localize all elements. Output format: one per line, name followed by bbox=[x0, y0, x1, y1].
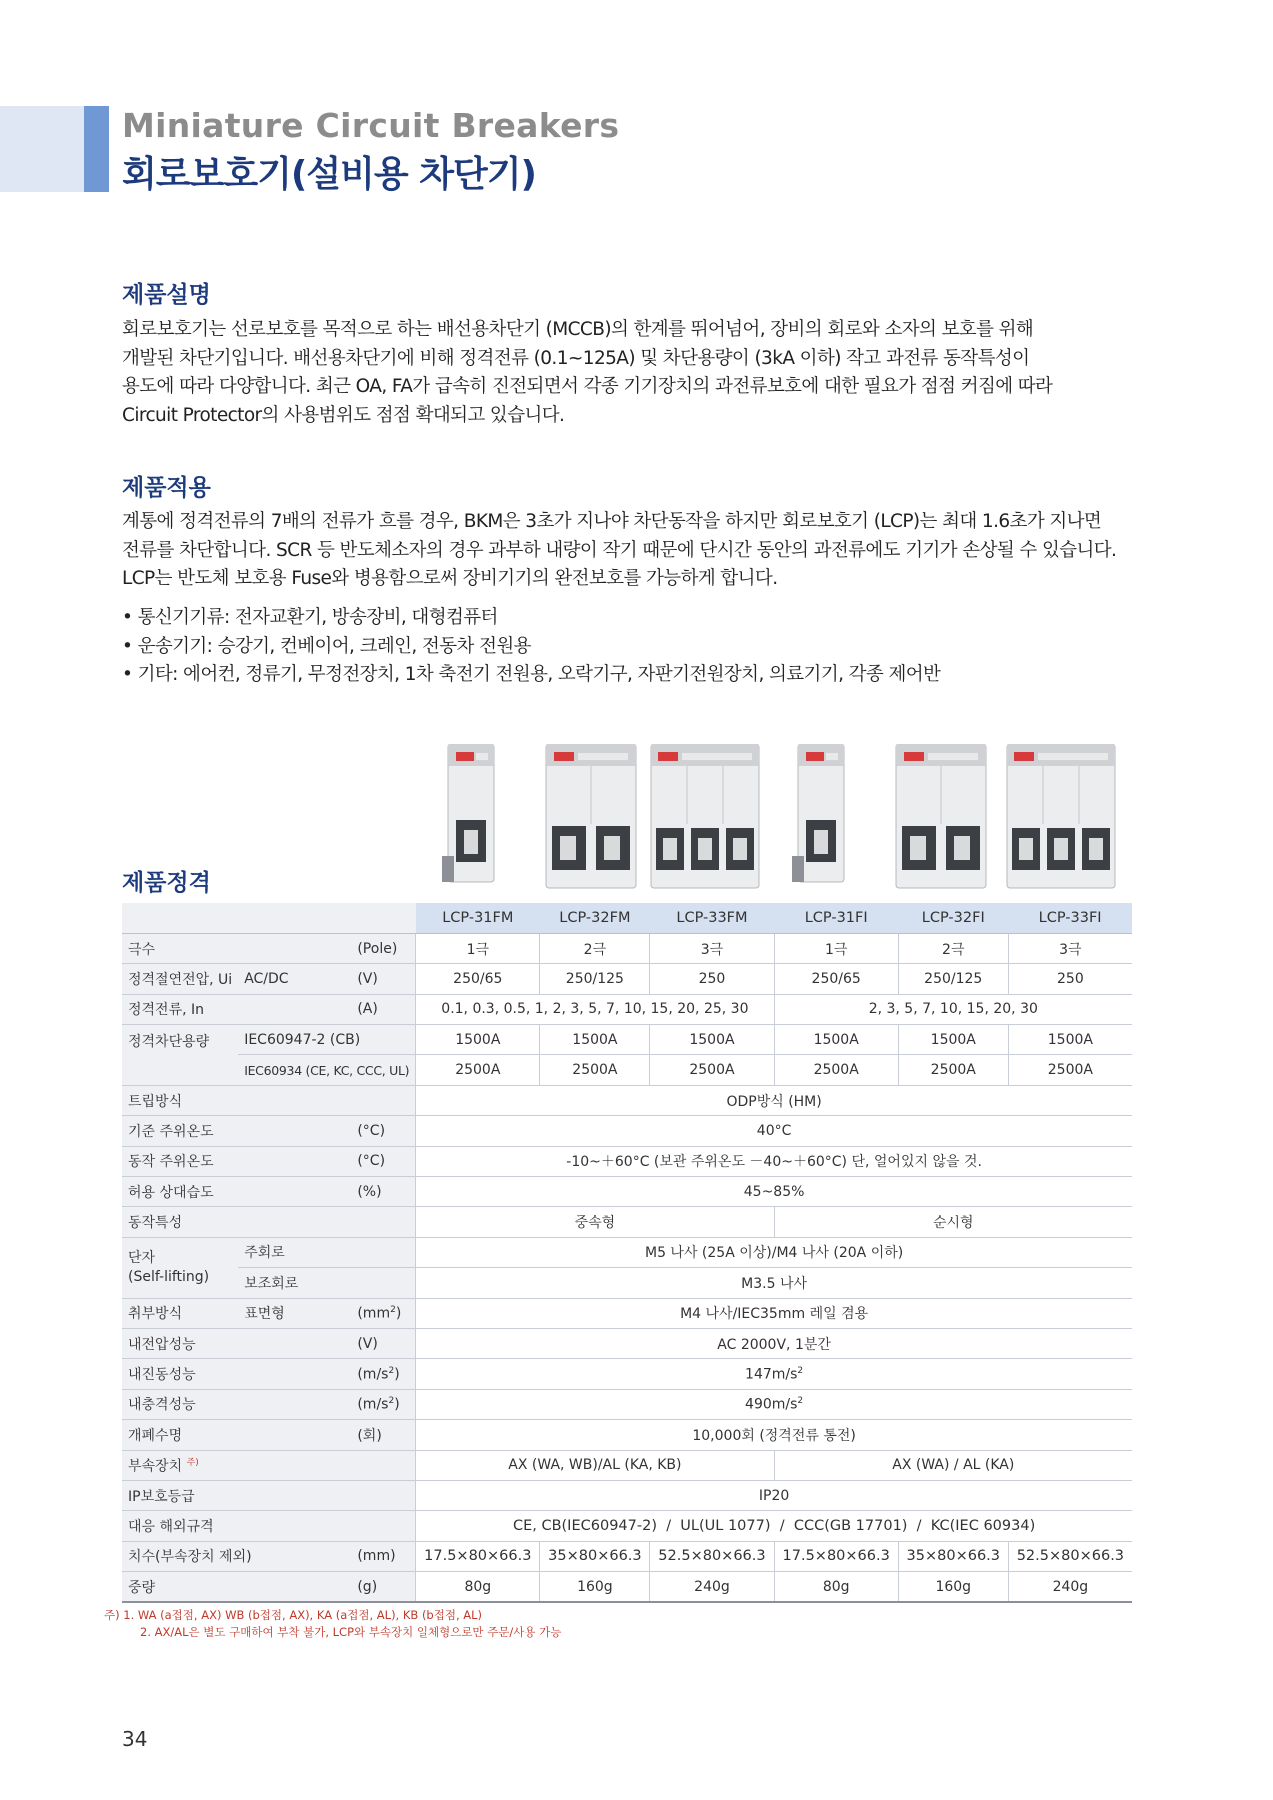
application-line: LCP는 반도체 보호용 Fuse와 병용함으로써 장비기기의 완전보호를 가능하게 합니다. bbox=[122, 568, 778, 589]
table-row bbox=[122, 1328, 1132, 1358]
table-row bbox=[122, 1025, 1132, 1055]
table-cell: 1극 bbox=[774, 933, 898, 963]
table-cell: 1500A bbox=[898, 1025, 1008, 1055]
table-cell: 80g bbox=[416, 1572, 540, 1602]
row-label bbox=[122, 1237, 238, 1298]
row-unit: (mm) bbox=[351, 1541, 415, 1571]
table-row bbox=[122, 994, 1132, 1024]
row-unit: (Pole) bbox=[351, 933, 415, 963]
table-row bbox=[122, 1177, 1132, 1207]
row-unit: (회) bbox=[351, 1420, 415, 1450]
table-row bbox=[122, 1541, 1132, 1571]
table-cell: 1500A bbox=[774, 1025, 898, 1055]
table-row bbox=[122, 1237, 1132, 1267]
product-image-lcp-32fm bbox=[542, 744, 640, 890]
row-label: 내전압성능 bbox=[122, 1328, 351, 1358]
table-cell: 1극 bbox=[416, 933, 540, 963]
table-cell: ODP방식 (HM) bbox=[416, 1085, 1132, 1115]
table-row bbox=[122, 1207, 1132, 1237]
table-cell: 2500A bbox=[540, 1055, 650, 1085]
table-cell: 45~85% bbox=[416, 1177, 1132, 1207]
table-cell: 2, 3, 5, 7, 10, 15, 20, 30 bbox=[774, 994, 1132, 1024]
table-row bbox=[122, 1268, 1132, 1298]
row-unit: (°C) bbox=[351, 1146, 415, 1176]
row-label: IP보호등급 bbox=[122, 1480, 416, 1510]
table-cell: AX (WA) / AL (KA) bbox=[774, 1450, 1132, 1480]
row-label: 중량 bbox=[122, 1572, 351, 1602]
bullet-item: • 기타: 에어컨, 정류기, 무정전장치, 1차 축전기 전원용, 오락기구, 자판기전원장치, 의료기기, 각종 제어반 bbox=[122, 664, 941, 685]
table-cell: 52.5×80×66.3 bbox=[650, 1541, 774, 1571]
table-cell: 52.5×80×66.3 bbox=[1008, 1541, 1132, 1571]
table-cell: 3극 bbox=[1008, 933, 1132, 963]
table-cell: 2500A bbox=[416, 1055, 540, 1085]
table-cell: 35×80×66.3 bbox=[540, 1541, 650, 1571]
title-korean: 회로보호기(설비용 차단기) bbox=[122, 154, 536, 195]
description-paragraph bbox=[122, 316, 1142, 430]
footnotes bbox=[104, 1607, 561, 1641]
row-sublabel: IEC60934 (CE, KC, CCC, UL) bbox=[238, 1055, 416, 1085]
table-cell: 17.5×80×66.3 bbox=[416, 1541, 540, 1571]
row-sublabel: AC/DC bbox=[238, 964, 351, 994]
footnote-line: 주) 1. WA (a접점, AX) WB (b접점, AX), KA (a접점, AL), KB (b접점, AL) bbox=[104, 1608, 483, 1622]
table-cell: 2500A bbox=[650, 1055, 774, 1085]
table-row bbox=[122, 1511, 1132, 1541]
product-image-lcp-33fi bbox=[1004, 744, 1118, 890]
row-label: 부속장치 $^{주)}$ bbox=[122, 1450, 416, 1480]
table-row bbox=[122, 1055, 1132, 1085]
title-english: Miniature Circuit Breakers bbox=[122, 106, 620, 145]
description-line: Circuit Protector의 사용범위도 점점 확대되고 있습니다. bbox=[122, 404, 565, 426]
table-cell: AC 2000V, 1분간 bbox=[416, 1328, 1132, 1358]
table-row bbox=[122, 1389, 1132, 1419]
table-cell: 35×80×66.3 bbox=[898, 1541, 1008, 1571]
table-row bbox=[122, 1116, 1132, 1146]
table-cell: 1500A bbox=[650, 1025, 774, 1055]
row-unit: $(mm^2)$ bbox=[351, 1298, 415, 1328]
description-line: 회로보호기는 선로보호를 목적으로 하는 배선용차단기 (MCCB)의 한계를 뛰어넘어, 장비의 회로와 소자의 보호를 위해 bbox=[122, 319, 1034, 340]
application-paragraph bbox=[122, 508, 1142, 594]
table-cell: 2극 bbox=[898, 933, 1008, 963]
footnote-line: 2. AX/AL은 별도 구매하여 부착 불가, LCP와 부속장치 일체형으로만 주문/사용 가능 bbox=[140, 1625, 562, 1639]
table-cell: 250/65 bbox=[774, 964, 898, 994]
spec-table bbox=[122, 903, 1132, 1603]
table-cell: 순시형 bbox=[774, 1207, 1132, 1237]
table-row bbox=[122, 1480, 1132, 1510]
table-row bbox=[122, 1420, 1132, 1450]
table-cell: 80g bbox=[774, 1572, 898, 1602]
table-cell: IP20 bbox=[416, 1480, 1132, 1510]
table-row bbox=[122, 1359, 1132, 1389]
row-label: 정격절연전압, Ui bbox=[122, 964, 238, 994]
row-sublabel: 표면형 bbox=[238, 1298, 351, 1328]
terminal-sublabel: (Self-lifting) bbox=[128, 1268, 210, 1285]
header-band bbox=[0, 106, 84, 192]
row-unit: $(m/s^2)$ bbox=[351, 1359, 415, 1389]
table-cell: 2500A bbox=[1008, 1055, 1132, 1085]
header-accent-bar bbox=[84, 106, 109, 192]
row-unit: (°C) bbox=[351, 1116, 415, 1146]
table-cell: 1500A bbox=[1008, 1025, 1132, 1055]
table-cell: M3.5 나사 bbox=[416, 1268, 1132, 1298]
table-cell: 250/65 bbox=[416, 964, 540, 994]
description-line: 개발된 차단기입니다. 배선용차단기에 비해 정격전류 (0.1~125A) 및 차단용량이 (3kA 이하) 작고 과전류 동작특성이 bbox=[122, 347, 1030, 369]
footnote-marker: 주) bbox=[186, 1457, 199, 1468]
table-cell: 40°C bbox=[416, 1116, 1132, 1146]
table-header-row bbox=[122, 903, 1132, 933]
table-row bbox=[122, 1572, 1132, 1602]
bullet-item: • 운송기기: 승강기, 컨베이어, 크레인, 전동차 전원용 bbox=[122, 635, 531, 657]
section-title-description: 제품설명 bbox=[122, 282, 211, 308]
row-label: 극수 bbox=[122, 933, 351, 963]
row-unit: $(m/s^2)$ bbox=[351, 1389, 415, 1419]
row-label: 내충격성능 bbox=[122, 1389, 351, 1419]
table-cell: 240g bbox=[650, 1572, 774, 1602]
table-cell: 160g bbox=[540, 1572, 650, 1602]
application-line: 전류를 차단합니다. SCR 등 반도체소자의 경우 과부하 내량이 작기 때문에 단시간 동안의 과전류에도 기기가 손상될 수 있습니다. bbox=[122, 539, 1117, 561]
model-header: LCP-32FI bbox=[898, 903, 1008, 933]
model-header: LCP-31FM bbox=[416, 903, 540, 933]
product-image-lcp-31fi bbox=[792, 744, 854, 884]
model-header: LCP-33FI bbox=[1008, 903, 1132, 933]
table-cell: 3극 bbox=[650, 933, 774, 963]
row-label: 정격차단용량 bbox=[122, 1025, 238, 1086]
table-row bbox=[122, 1085, 1132, 1115]
row-unit: (A) bbox=[351, 994, 415, 1024]
table-cell: $490m/s^2$ bbox=[416, 1389, 1132, 1419]
table-cell: 중속형 bbox=[416, 1207, 774, 1237]
row-label: 개폐수명 bbox=[122, 1420, 351, 1450]
table-cell: $147m/s^2$ bbox=[416, 1359, 1132, 1389]
application-bullets bbox=[122, 604, 1142, 690]
model-header: LCP-33FM bbox=[650, 903, 774, 933]
row-sublabel: 주회로 bbox=[238, 1237, 416, 1267]
table-cell: 0.1, 0.3, 0.5, 1, 2, 3, 5, 7, 10, 15, 20, 25, 30 bbox=[416, 994, 774, 1024]
table-cell: CE, CB(IEC60947-2) / UL(UL 1077) / CCC(GB 17701) / KC(IEC 60934) bbox=[416, 1511, 1132, 1541]
row-label: 트립방식 bbox=[122, 1085, 416, 1115]
table-cell: 2500A bbox=[898, 1055, 1008, 1085]
bullet-item: • 통신기기류: 전자교환기, 방송장비, 대형컴퓨터 bbox=[122, 607, 498, 628]
table-cell: 250 bbox=[650, 964, 774, 994]
row-label: 치수(부속장치 제외) bbox=[122, 1541, 351, 1571]
section-title-rating: 제품정격 bbox=[122, 870, 211, 896]
row-label: 정격전류, In bbox=[122, 994, 351, 1024]
row-unit: (%) bbox=[351, 1177, 415, 1207]
table-cell: AX (WA, WB)/AL (KA, KB) bbox=[416, 1450, 774, 1480]
table-row bbox=[122, 1450, 1132, 1480]
table-cell: 10,000회 (정격전류 통전) bbox=[416, 1420, 1132, 1450]
table-cell: 2500A bbox=[774, 1055, 898, 1085]
table-cell: M5 나사 (25A 이상)/M4 나사 (20A 이하) bbox=[416, 1237, 1132, 1267]
model-header: LCP-31FI bbox=[774, 903, 898, 933]
table-cell: 160g bbox=[898, 1572, 1008, 1602]
model-header: LCP-32FM bbox=[540, 903, 650, 933]
application-line: 계통에 정격전류의 7배의 전류가 흐를 경우, BKM은 3초가 지나야 차단동작을 하지만 회로보호기 (LCP)는 최대 1.6초가 지나면 bbox=[122, 511, 1102, 532]
product-image-lcp-32fi bbox=[892, 744, 990, 890]
table-cell: 1500A bbox=[540, 1025, 650, 1055]
row-unit: (V) bbox=[351, 964, 415, 994]
row-sublabel: IEC60947-2 (CB) bbox=[238, 1025, 416, 1055]
table-row bbox=[122, 1298, 1132, 1328]
table-row bbox=[122, 933, 1132, 963]
terminal-label: 단자 bbox=[128, 1249, 156, 1266]
row-unit: (g) bbox=[351, 1572, 415, 1602]
table-cell: M4 나사/IEC35mm 레일 겸용 bbox=[416, 1298, 1132, 1328]
product-image-lcp-33fm bbox=[648, 744, 762, 890]
table-cell: 250 bbox=[1008, 964, 1132, 994]
row-label: 기준 주위온도 bbox=[122, 1116, 351, 1146]
table-cell: -10~＋60°C (보관 주위온도 －40~＋60°C) 단, 얼어있지 않을 것. bbox=[416, 1146, 1132, 1176]
table-cell: 17.5×80×66.3 bbox=[774, 1541, 898, 1571]
row-unit: (V) bbox=[351, 1328, 415, 1358]
page-number: 34 bbox=[122, 1727, 148, 1751]
table-row bbox=[122, 1146, 1132, 1176]
table-cell: 250/125 bbox=[540, 964, 650, 994]
row-label: 취부방식 bbox=[122, 1298, 238, 1328]
table-cell: 240g bbox=[1008, 1572, 1132, 1602]
product-image-lcp-31fm bbox=[442, 744, 504, 884]
row-sublabel: 보조회로 bbox=[238, 1268, 416, 1298]
table-cell: 1500A bbox=[416, 1025, 540, 1055]
row-label: 대응 해외규격 bbox=[122, 1511, 416, 1541]
section-title-application: 제품적용 bbox=[122, 475, 211, 501]
row-label: 동작 주위온도 bbox=[122, 1146, 351, 1176]
table-corner-cell bbox=[122, 903, 416, 933]
description-line: 용도에 따라 다양합니다. 최근 OA, FA가 급속히 진전되면서 각종 기기장치의 과전류보호에 대한 필요가 점점 커짐에 따라 bbox=[122, 376, 1053, 397]
table-cell: 2극 bbox=[540, 933, 650, 963]
table-row bbox=[122, 964, 1132, 994]
table-cell: 250/125 bbox=[898, 964, 1008, 994]
row-label: 내진동성능 bbox=[122, 1359, 351, 1389]
row-label: 동작특성 bbox=[122, 1207, 416, 1237]
row-label: 허용 상대습도 bbox=[122, 1177, 351, 1207]
